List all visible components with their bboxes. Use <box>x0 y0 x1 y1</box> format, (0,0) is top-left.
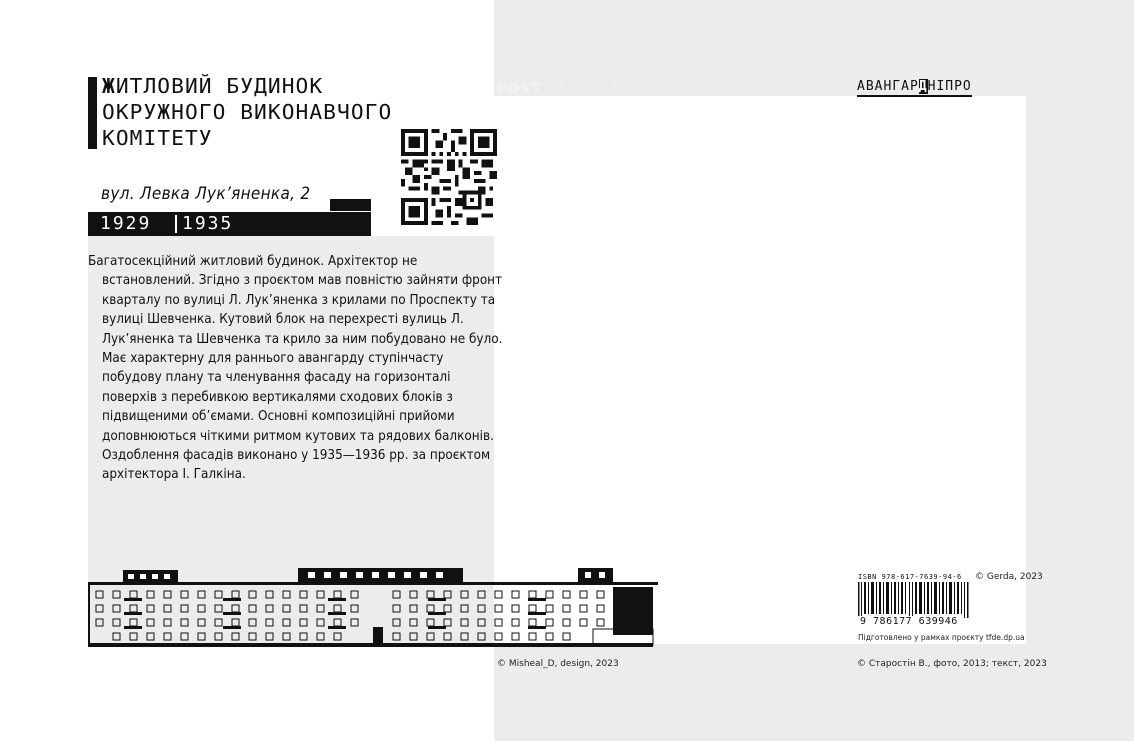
title-line-1-text: ИТЛОВИЙ БУДИНОК <box>115 74 324 98</box>
brand-part-2: НІПРО <box>927 79 972 94</box>
postcard-label <box>497 82 617 97</box>
title-line-2: ОКРУЖНОГО ВИКОНАВЧОГО <box>102 100 393 124</box>
years-divider <box>175 215 177 233</box>
brand-logo <box>857 79 972 97</box>
title-initial: Ж <box>102 74 116 98</box>
building-title <box>102 73 392 151</box>
year-end: 1935 <box>182 213 234 234</box>
brand-highlight: Д <box>918 79 928 94</box>
address-area <box>494 96 1026 644</box>
title-accent-bar <box>88 77 97 149</box>
qr-code-icon <box>401 129 497 225</box>
street-address: вул. Левка Лук’яненка, 2 <box>101 184 311 204</box>
title-line-1 <box>102 73 392 99</box>
years-band <box>88 212 371 236</box>
title-line-3: КОМІТЕТУ <box>102 126 213 150</box>
barcode-digits: 9 786177 639946 <box>860 616 958 627</box>
project-note: Підготовлено у рамках проєкту tfde.dp.ua <box>858 633 1025 642</box>
postcard-label-rest: CARD#01 <box>541 82 617 97</box>
year-start: 1929 <box>100 213 152 234</box>
design-credit: © Misheal_D, design, 2023 <box>497 659 619 669</box>
brand-part-1: АВАНГАР <box>857 79 919 94</box>
building-description: Багатосекційний житловий будинок. Архітектор не встановлений. Згідно з проєктом мав повністю зайняти фронт кварталу по вулиці Л. Лук’яненка з крилами по Проспекту та вулиці Шевченка. Кутовий блок на перехресті вулиць Л. Лук’яненка та Шевченка та крило за ним побудовано не було. Має характерну для раннього авангарду ступінчасту побудову плану та членування фасаду на горизонталі поверхів з перебивкою вертикалями сходових блоків з підвищеними об’ємами. Основні композиційні прийоми доповнюються чіткими ритмом кутових та рядових балконів. Оздоблення фасадів виконано у 1935—1936 рр. за проєктом архітектора І. Галкіна. <box>88 254 503 483</box>
building-facade-illustration <box>88 565 658 650</box>
postcard-label-bold: POST <box>497 82 542 97</box>
isbn-label: ISBN 978-617-7639-94-6 <box>858 573 962 581</box>
barcode-icon <box>858 582 970 618</box>
address-accent-block <box>330 199 371 211</box>
publisher-copyright: © Gerda, 2023 <box>975 572 1043 582</box>
photo-text-credit: © Старостін В., фото, 2013; текст, 2023 <box>857 659 1047 669</box>
